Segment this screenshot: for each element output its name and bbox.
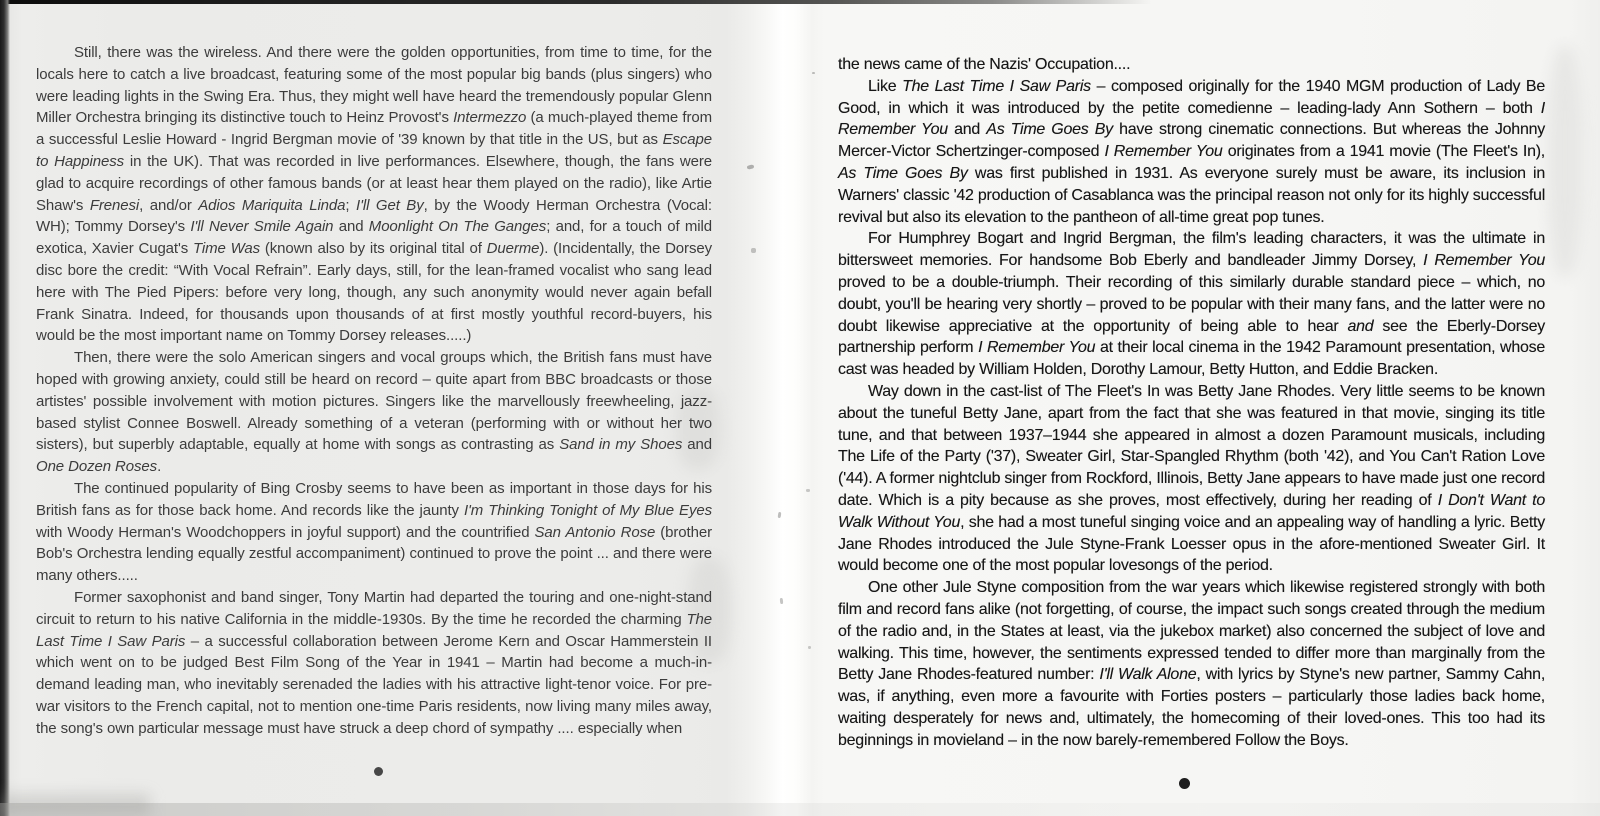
song-title-italic: I Don't Want to Walk Without You xyxy=(838,491,1546,531)
body-text: proved to be a double-triumph. Their recording of this similarly durable standard piece – which, no doubt, you'll be hearing very shortly – proved to be popular with their many fans, and the latter were no doubt likewise appreciative at the opportunity of being able to hear xyxy=(838,273,1545,335)
body-text: , by the Woody Herman Orchestra (Vocal: WH); Tommy Dorsey's xyxy=(36,196,712,236)
scan-blotch xyxy=(1548,46,1582,276)
song-title-italic: The Last Time I Saw Paris xyxy=(36,610,712,650)
paragraph xyxy=(36,347,712,478)
song-title-italic: I'll Walk Alone xyxy=(1099,666,1197,684)
body-text: see the Eberly-Dorsey partnership perform xyxy=(838,317,1546,357)
paragraph xyxy=(838,381,1545,577)
song-title-italic: San Antonio Rose xyxy=(534,523,656,541)
body-text: originates from a 1941 movie (The Fleet's In), xyxy=(1222,143,1545,161)
body-text: at their local cinema in the 1942 Paramount presentation, whose cast was headed by William Holden, Dorothy Lamour, Betty Hutton, and Eddie Bracken. xyxy=(838,339,1546,379)
body-text: (a much-played theme from a successful Leslie Howard - Ingrid Bergman movie of '39 known by that title in the US, but as xyxy=(36,109,712,149)
page-marker-dot xyxy=(374,767,383,776)
paragraph xyxy=(36,42,712,347)
song-title-italic: The Last Time I Saw Paris xyxy=(902,77,1091,95)
song-title-italic: and xyxy=(1347,317,1374,335)
scan-speck xyxy=(808,646,811,649)
body-text: and xyxy=(947,121,987,139)
body-text: the news came of the Nazis' Occupation.... xyxy=(838,56,1131,73)
song-title-italic: I'll Never Smile Again xyxy=(190,218,334,236)
body-text: ; xyxy=(345,196,357,214)
body-text: – a successful collaboration between Jerome Kern and Oscar Hammerstein II which went on to be judged Best Film Song of the Year in 1941 – Martin had become a much-in-demand leading man, who inevitably serenaded the ladies with his attractive light-tenor voice. For pre-war visitors to the French capital, not to mention one-time Paris residents, now living many miles away, the song's own particular message must have struck a deep chord of sympathy .... especially when xyxy=(36,632,712,737)
body-text: One other Jule Styne composition from the war years which likewise registered strongly with both film and record fans alike (not forgetting, of course, the impact such songs created through the medium of the radio and, in the States at least, via the jukebox market) also concerned the subject of love and walking. This time, however, the sentiments expressed tended to differ more than marginally from the Betty Jane Rhodes-featured number: xyxy=(838,579,1545,684)
body-text: (known also by its original tital of xyxy=(260,240,487,258)
song-title-italic: I Remember You xyxy=(1104,143,1223,161)
body-text: The continued popularity of Bing Crosby seems to have been as important in those days for his British fans as for those back home. And records like the jaunty xyxy=(36,479,712,519)
song-title-italic: As Time Goes By xyxy=(986,121,1113,139)
body-text: ; and, for a touch of mild exotica, Xavier Cugat's xyxy=(36,218,713,258)
scan-speck xyxy=(812,72,815,74)
body-text: Like xyxy=(868,77,903,95)
song-title-italic: Sand in my Shoes xyxy=(559,436,683,454)
song-title-italic: Time Was xyxy=(193,240,261,258)
paragraph xyxy=(36,587,712,740)
page-marker-dot xyxy=(1179,778,1190,789)
scan-edge-left xyxy=(0,0,10,816)
song-title-italic: As Time Goes By xyxy=(838,164,968,182)
body-text: , she had a most tuneful singing voice and an appealing way of handling a lyric. Betty Jane Rhodes introduced the Jule Styne-Frank Loesser opus in the afore-mentioned Sweater Girl. It would become one of the most popular lovesongs of the period. xyxy=(838,513,1545,575)
body-text: , with lyrics by Styne's new partner, Sammy Cahn, was, if anything, even more a favourite with Forties posters – particularly those ladies back home, waiting desperately for news and, ultimately, the homecoming of their loved-ones. This too had its beginnings in movieland – in the now barely-remembered Follow the Boys. xyxy=(838,666,1546,749)
paragraph xyxy=(838,76,1545,229)
song-title-italic: Frenesi xyxy=(89,196,140,214)
body-text: Then, there were the solo American singers and vocal groups which, the British fans must have hoped with growing anxiety, could still be heard on record – quite apart from BBC broadcasts or those artistes' possible involvement with motion pictures. Singers like the marvellously freewheeling, jazz-based stylist Connee Boswell. Already something of a veteran (performing with or without her two sisters), but superbly adaptable, equally at home with songs as contrasting as xyxy=(36,349,712,454)
song-title-italic: I'm Thinking Tonight of My Blue Eyes xyxy=(463,501,712,519)
song-title-italic: I'll Get By xyxy=(356,196,424,214)
song-title-italic: One Dozen Roses xyxy=(36,458,158,476)
body-text: Still, there was the wireless. And there were the golden opportunities, from time to time, for the locals here to catch a live broadcast, featuring some of the most popular big bands (plus singers) who were leading lights in the Swing Era. Thus, they might well have heard the tremendously popular Glenn Miller Orchestra bringing its distinctive touch to Heinz Provost's xyxy=(36,44,712,127)
body-text: was first published in 1931. As everyone surely must be aware, its inclusion in Warners' classic '42 production of Casablanca was the principal reason not only for its highly successful revival but also its elevation to the pantheon of all-time great pop tunes. xyxy=(838,164,1545,226)
body-text: ). (Incidentally, the Dorsey disc bore the credit: “With Vocal Refrain”. Early days, still, for the lean-framed vocalist who sang lead here with The Pied Pipers: before very long, though, any such anonymity would never again befall Frank Sinatra. Indeed, for thousands upon thousands of at first mostly youthful record-buyers, his would be the most important name on Tommy Dorsey releases.....) xyxy=(36,240,712,345)
page-fold-gutter xyxy=(726,0,824,816)
body-text: have strong cinematic connections. But whereas the Johnny Mercer-Victor Schertzinger-composed xyxy=(838,121,1545,161)
left-page-text xyxy=(36,42,712,740)
song-title-italic: I Remember You xyxy=(838,99,1545,139)
scan-corner-shadow xyxy=(0,794,150,816)
scan-edge-top xyxy=(0,0,1600,4)
body-text: – composed originally for the 1940 MGM production of Lady Be Good, in which it was introduced by the petite comedienne – leading-lady Ann Sothern – both xyxy=(838,77,1545,117)
song-title-italic: Adios Mariquita Linda xyxy=(198,196,346,214)
song-title-italic: Escape to Happiness xyxy=(36,131,712,170)
body-text: Way down in the cast-list of The Fleet's In was Betty Jane Rhodes. Very little seems to be known about the tuneful Betty Jane, apart from the fact that she was featured in that movie, singing its title tune, and that between 1937–1944 she appeared in almost a dozen Paramount musicals, including The Life of the Party ('37), Sweater Girl, Star-Spangled Rhythm (both '42), and You Can't Ration Love ('44). A former nightclub singer from Rockford, Illinois, Betty Jane appears to have made just one record date. Which is a pity because as she proves, most effectively, during her reading of xyxy=(838,382,1545,509)
song-title-italic: I Remember You xyxy=(978,339,1096,357)
right-page-text xyxy=(838,54,1545,752)
scan-speck xyxy=(806,489,810,492)
body-text: with Woody Herman's Woodchoppers in joyful support) and the countrified xyxy=(36,523,535,541)
paragraph xyxy=(36,478,712,587)
body-text: in the UK). That was recorded in live performances. Elsewhere, though, the fans were glad to acquire recordings of other famous bands (or at least hear them played on the radio), like Artie Shaw's xyxy=(36,152,712,214)
body-text: Former saxophonist and band singer, Tony Martin had departed the touring and one-night-stand circuit to return to his native California in the middle-1930s. By the time he recorded the charming xyxy=(36,588,712,628)
body-text: and xyxy=(333,218,369,236)
body-text: . xyxy=(157,458,162,476)
song-title-italic: Intermezzo xyxy=(453,109,527,127)
body-text: (brother Bob's Orchestra lending equally zestful accompaniment) continued to prove the point ... and there were many others..... xyxy=(36,523,712,585)
body-text: For Humphrey Bogart and Ingrid Bergman, the film's leading characters, it was the ultimate in bittersweet memories. For handsome Bob Eberly and bandleader Jimmy Dorsey, xyxy=(838,230,1545,270)
scan-edge-bottom xyxy=(0,803,1600,816)
paragraph xyxy=(838,54,1545,76)
scan-speck xyxy=(751,248,756,253)
paragraph xyxy=(838,228,1545,381)
body-text: and xyxy=(682,436,712,454)
song-title-italic: I Remember You xyxy=(1423,252,1546,270)
paragraph xyxy=(838,577,1545,751)
song-title-italic: Duerme xyxy=(486,240,540,258)
song-title-italic: Moonlight On The Ganges xyxy=(368,218,547,236)
body-text: , and/or xyxy=(139,196,199,214)
scan-speck xyxy=(780,598,784,604)
